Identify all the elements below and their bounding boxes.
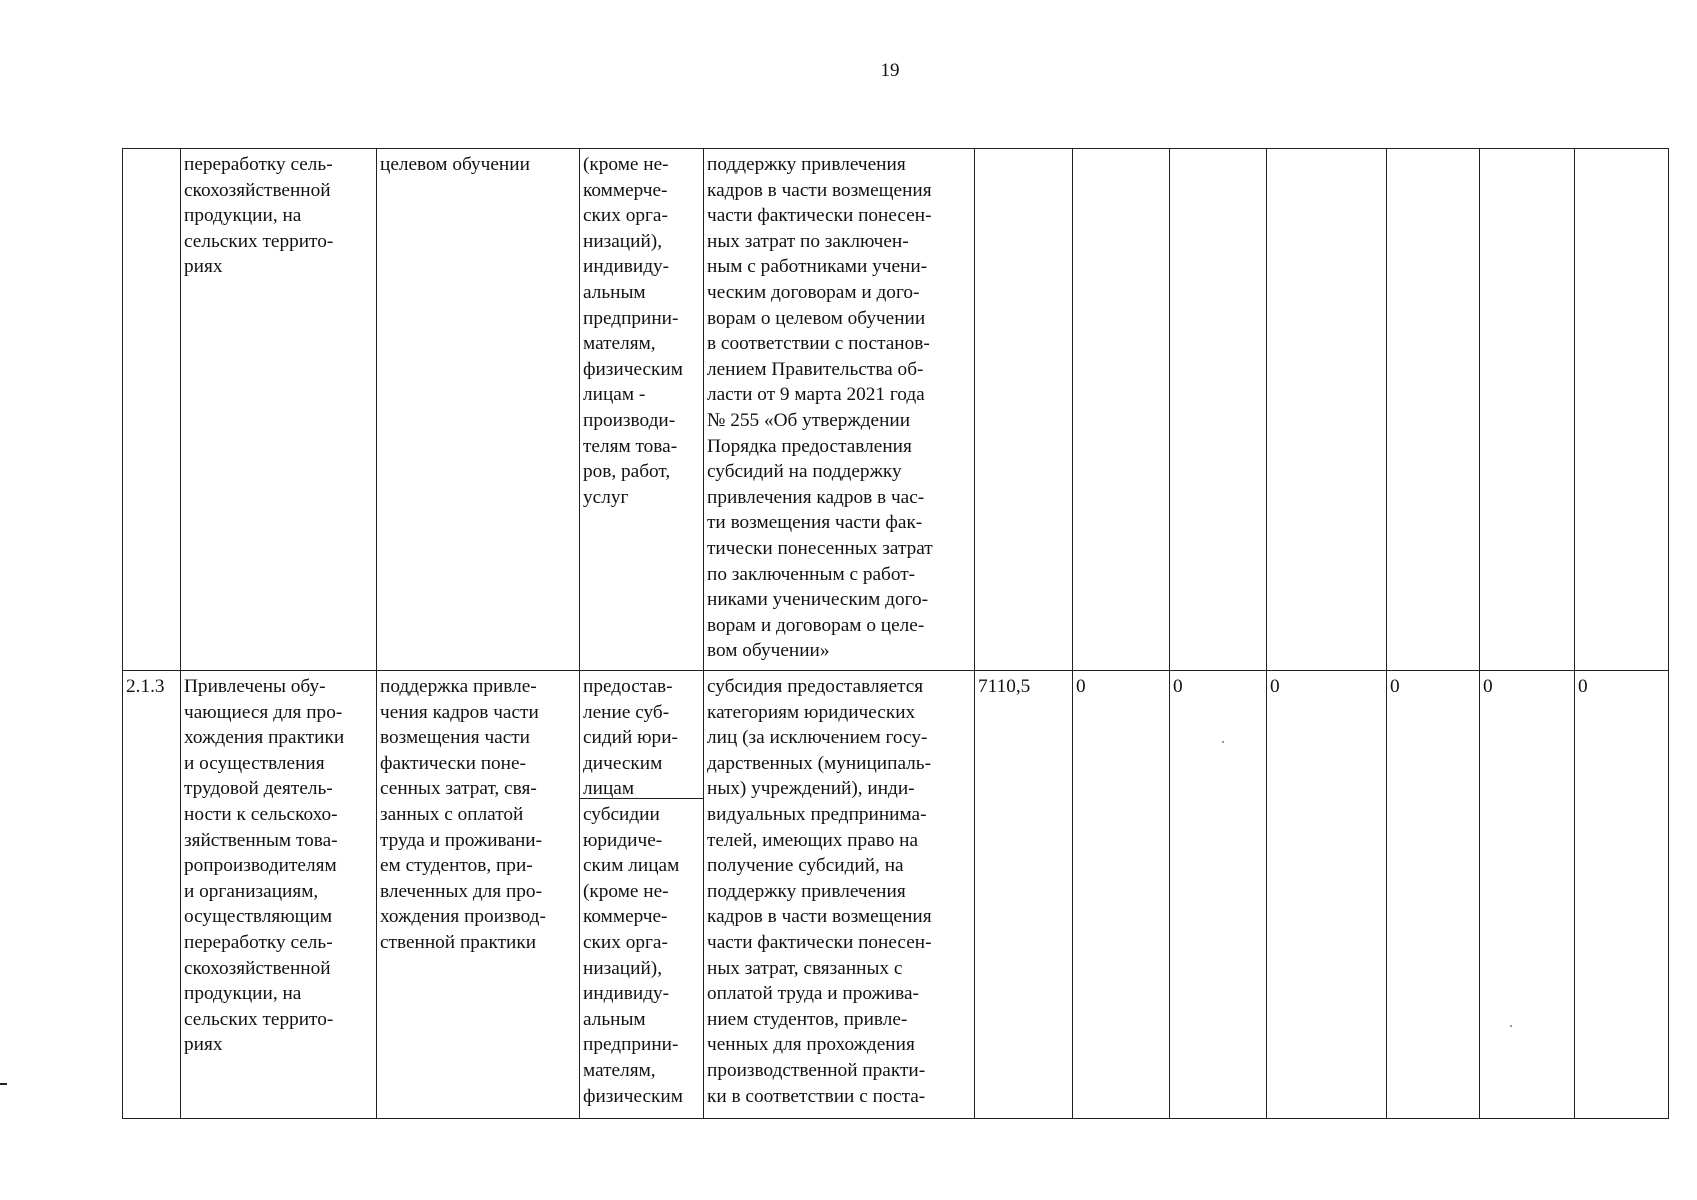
cell-value: 0 [1073, 671, 1170, 1119]
cell-value: 0 [1575, 671, 1669, 1119]
cell-value: 0 [1170, 671, 1267, 1119]
cell-number [123, 149, 181, 671]
cell-description: поддержку привлечения кадров в части возмещения части фактически понесен- ных затрат по заключен- ным с работниками учени- ческим договорам и дого- ворам о целевом обучении в соответствии с постанов- лением Правительства об- ласти от 9 марта 2021 года № 255 «Об утверждении Порядка предоставления субсидий на поддержку привлечения кадров в час- ти возмещения части фак- тически понесенных затрат по заключенным с работ- никами ученическим дого- ворам и договорам о целе- вом обучении» [704, 149, 975, 671]
cell-value [1575, 149, 1669, 671]
budget-table [122, 148, 1669, 1119]
page-number: 19 [880, 60, 900, 81]
cell-value: 0 [1480, 671, 1575, 1119]
cell-number: 2.1.3 [123, 671, 181, 1119]
support-form-subsidy: субсидии юридиче- ским лицам (кроме не- коммерче- ских орга- низаций), индивиду- альным предприни- мателям, физическим [583, 804, 683, 1107]
scan-speck [1510, 1025, 1512, 1027]
support-form-grant: предостав- ление суб- сидий юри- дическим лицам [580, 671, 703, 799]
cell-value [1170, 149, 1267, 671]
scan-mark [0, 1083, 7, 1085]
cell-value: 7110,5 [975, 671, 1073, 1119]
cell-description: субсидия предоставляется категориям юридических лиц (за исключением госу- дарственных (муниципаль- ных) учреждений), инди- видуальных предпринима- телей, имеющих право на получение субсидий, на поддержку привлечения кадров в части возмещения части фактически понесен- ных затрат, связанных с оплатой труда и прожива- нием студентов, привле- ченных для прохождения производственной практи- ки в соответствии с поста- [704, 671, 975, 1119]
cell-support-form [580, 671, 704, 1119]
cell-value [1480, 149, 1575, 671]
scan-speck [1222, 741, 1224, 743]
cell-value [1073, 149, 1170, 671]
cell-support-form: (кроме не- коммерче- ских орга- низаций), индивиду- альным предприни- мателям, физическим лицам - производи- телям това- ров, работ, услуг [580, 149, 704, 671]
cell-value [975, 149, 1073, 671]
cell-event: поддержка привле- чения кадров части возмещения части фактически поне- сенных затрат, свя- занных с оплатой труда и проживани- ем студентов, при- влеченных для про- хождения производ- ственной практики [377, 671, 580, 1119]
table-row-continuation [123, 149, 1669, 671]
cell-goal: Привлечены обу- чающиеся для про- хождения практики и осуществления трудовой деятель- ности к сельскохо- зяйственным това- ропроизводителям и организациям, осуществляющим переработку сель- скохозяйственной продукции, на сельских террито- риях [181, 671, 377, 1119]
cell-goal: переработку сель- скохозяйственной продукции, на сельских террито- риях [181, 149, 377, 671]
cell-value [1267, 149, 1387, 671]
cell-event: целевом обучении [377, 149, 580, 671]
table-row-2-1-3 [123, 671, 1669, 1119]
cell-value: 0 [1267, 671, 1387, 1119]
cell-value [1387, 149, 1480, 671]
cell-value: 0 [1387, 671, 1480, 1119]
